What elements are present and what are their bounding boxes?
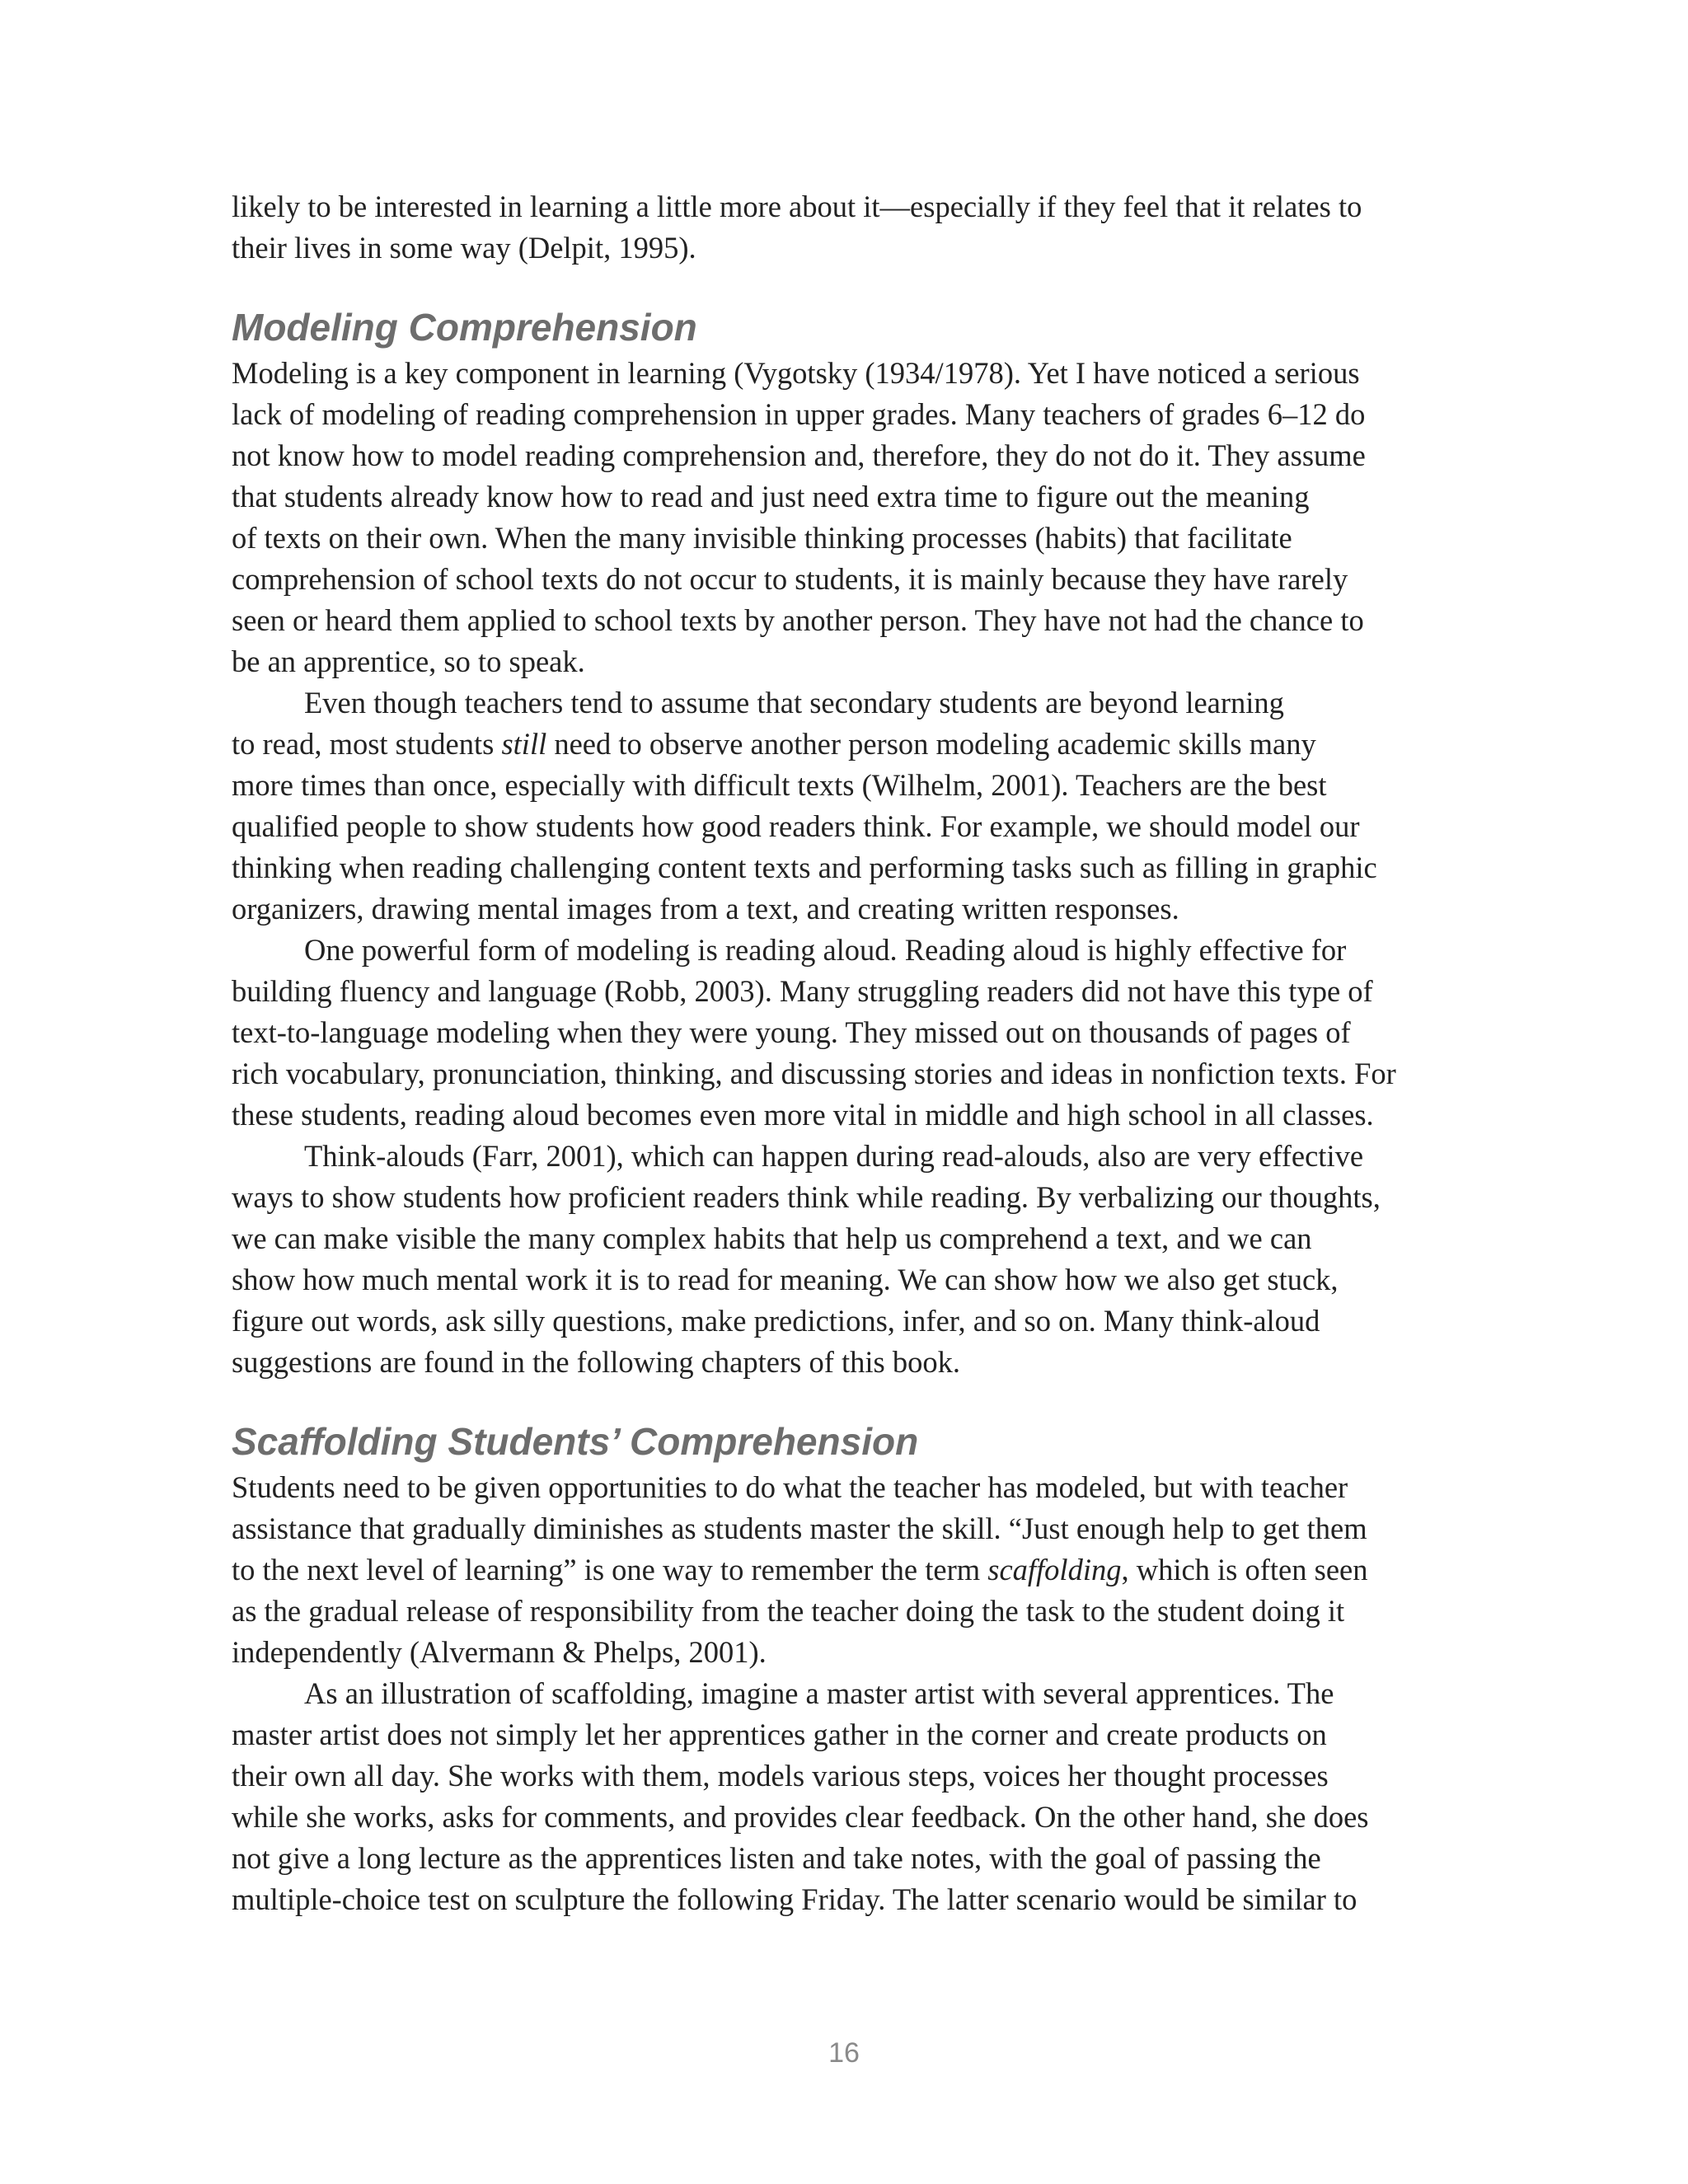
text-line: suggestions are found in the following chapters of this book. bbox=[232, 1345, 960, 1379]
text-line: qualified people to show students how good readers think. For example, we should model our bbox=[232, 809, 1360, 843]
text-line: comprehension of school texts do not occur to students, it is mainly because they have rarely bbox=[232, 562, 1348, 596]
text-line: One powerful form of modeling is reading aloud. Reading aloud is highly effective for bbox=[304, 933, 1347, 967]
text-line: lack of modeling of reading comprehension in upper grades. Many teachers of grades 6–12 do bbox=[232, 397, 1366, 431]
modeling-paragraph-4 bbox=[232, 1136, 1480, 1383]
emphasis-scaffolding: scaffolding bbox=[987, 1553, 1122, 1586]
text-line: as the gradual release of responsibility from the teacher doing the task to the student doing it bbox=[232, 1594, 1345, 1628]
text-line: text-to-language modeling when they were young. They missed out on thousands of pages of bbox=[232, 1015, 1351, 1049]
text-line: seen or heard them applied to school texts by another person. They have not had the chance to bbox=[232, 603, 1364, 637]
text-line: independently (Alvermann & Phelps, 2001). bbox=[232, 1635, 767, 1669]
page-content bbox=[232, 186, 1480, 1920]
section-heading-modeling: Modeling Comprehension bbox=[232, 306, 697, 349]
text-line: we can make visible the many complex habits that help us comprehend a text, and we can bbox=[232, 1221, 1312, 1255]
text-line: their lives in some way (Delpit, 1995). bbox=[232, 231, 696, 265]
emphasis-still: still bbox=[501, 727, 547, 761]
modeling-paragraph-3 bbox=[232, 930, 1480, 1136]
text-line: Students need to be given opportunities to do what the teacher has modeled, but with teacher bbox=[232, 1470, 1348, 1504]
text-run: to the next level of learning” is one way to remember the term bbox=[232, 1553, 988, 1586]
text-run: to read, most students bbox=[232, 727, 502, 761]
modeling-paragraph-1 bbox=[232, 353, 1480, 682]
text-line: while she works, asks for comments, and provides clear feedback. On the other hand, she does bbox=[232, 1800, 1369, 1834]
text-line: of texts on their own. When the many invisible thinking processes (habits) that facilitate bbox=[232, 521, 1292, 555]
text-line: be an apprentice, so to speak. bbox=[232, 644, 585, 678]
text-line: organizers, drawing mental images from a text, and creating written responses. bbox=[232, 892, 1179, 926]
page-number: 16 bbox=[828, 2037, 860, 2069]
text-run: , which is often seen bbox=[1121, 1553, 1368, 1586]
text-line: not know how to model reading comprehension and, therefore, they do not do it. They assume bbox=[232, 438, 1366, 472]
text-line: ways to show students how proficient readers think while reading. By verbalizing our thoughts, bbox=[232, 1180, 1381, 1214]
text-line: As an illustration of scaffolding, imagine a master artist with several apprentices. The bbox=[304, 1676, 1334, 1710]
text-line-with-emphasis bbox=[232, 1549, 1480, 1591]
text-run: need to observe another person modeling academic skills many bbox=[546, 727, 1316, 761]
scaffolding-paragraph-1 bbox=[232, 1467, 1480, 1673]
text-line: assistance that gradually diminishes as students master the skill. “Just enough help to get them bbox=[232, 1511, 1367, 1545]
text-line: their own all day. She works with them, models various steps, voices her thought processes bbox=[232, 1759, 1329, 1793]
text-line: that students already know how to read and just need extra time to figure out the meaning bbox=[232, 480, 1310, 513]
text-line: more times than once, especially with difficult texts (Wilhelm, 2001). Teachers are the best bbox=[232, 768, 1327, 802]
scaffolding-paragraph-2 bbox=[232, 1673, 1480, 1920]
text-line: these students, reading aloud becomes even more vital in middle and high school in all classes. bbox=[232, 1098, 1374, 1132]
text-line: not give a long lecture as the apprentices listen and take notes, with the goal of passing the bbox=[232, 1841, 1321, 1875]
text-line: figure out words, ask silly questions, make predictions, infer, and so on. Many think-aloud bbox=[232, 1304, 1320, 1338]
text-line: thinking when reading challenging content texts and performing tasks such as filling in graphic bbox=[232, 851, 1377, 884]
intro-paragraph bbox=[232, 186, 1480, 269]
text-line: master artist does not simply let her apprentices gather in the corner and create products on bbox=[232, 1718, 1327, 1751]
text-line-with-emphasis bbox=[232, 724, 1480, 765]
text-line: Modeling is a key component in learning (Vygotsky (1934/1978). Yet I have noticed a serious bbox=[232, 356, 1360, 390]
text-line: show how much mental work it is to read for meaning. We can show how we also get stuck, bbox=[232, 1263, 1339, 1296]
text-line: multiple-choice test on sculpture the following Friday. The latter scenario would be similar to bbox=[232, 1882, 1357, 1916]
text-line: Even though teachers tend to assume that secondary students are beyond learning bbox=[304, 686, 1284, 719]
section-heading-scaffolding: Scaffolding Students’ Comprehension bbox=[232, 1420, 919, 1463]
text-line: likely to be interested in learning a little more about it—especially if they feel that it relates to bbox=[232, 190, 1362, 223]
text-line: building fluency and language (Robb, 2003). Many struggling readers did not have this type of bbox=[232, 974, 1373, 1008]
text-line: rich vocabulary, pronunciation, thinking, and discussing stories and ideas in nonfiction texts. For bbox=[232, 1057, 1396, 1090]
text-line: Think-alouds (Farr, 2001), which can happen during read-alouds, also are very effective bbox=[304, 1139, 1364, 1173]
modeling-paragraph-2 bbox=[232, 682, 1480, 930]
